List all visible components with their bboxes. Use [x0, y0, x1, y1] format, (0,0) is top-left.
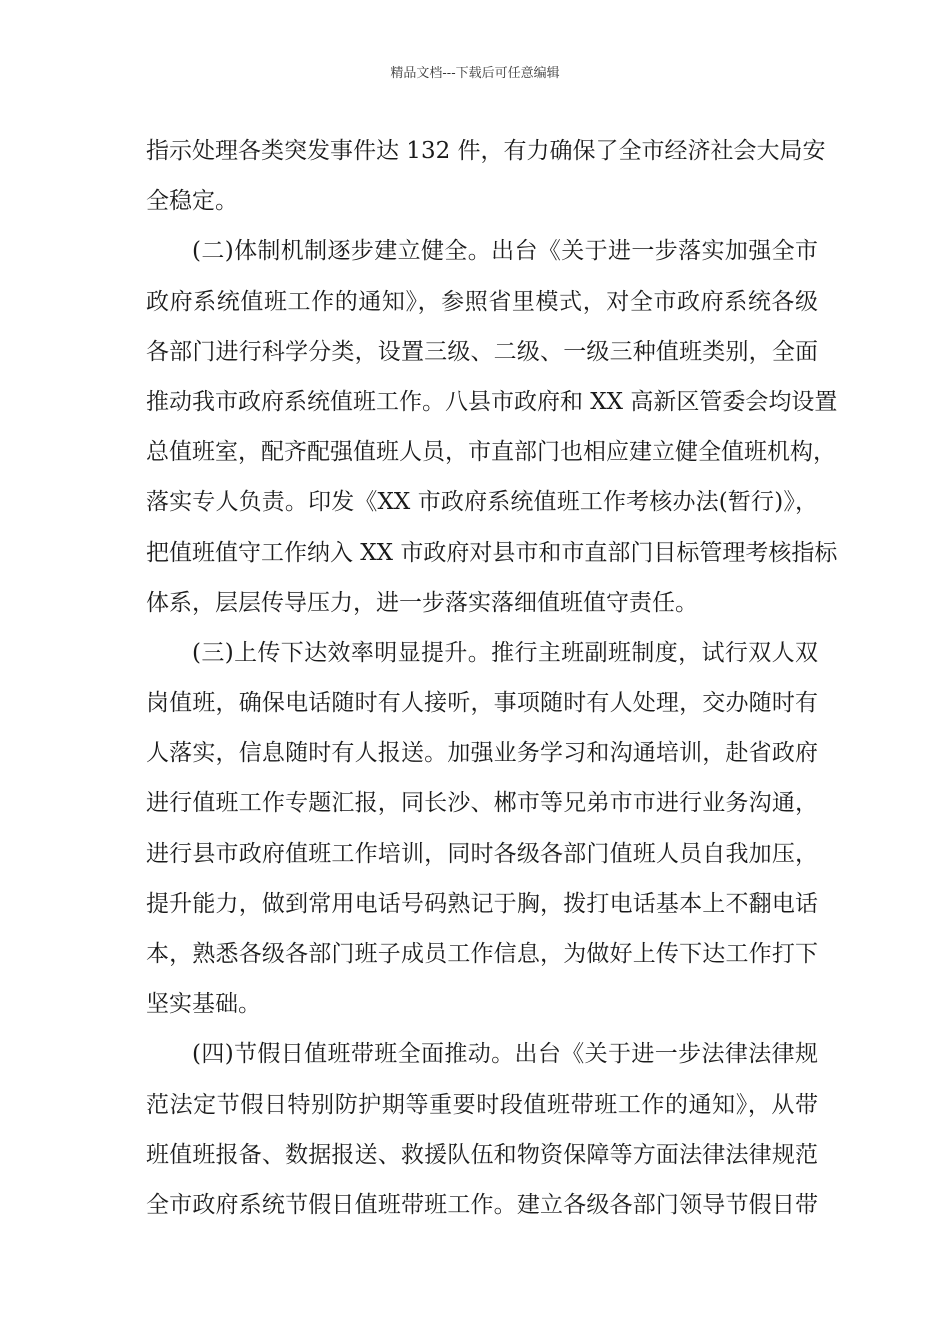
text-line: 落实专人负责。印发《XX 市政府系统值班工作考核办法(暂行)》，	[146, 489, 818, 516]
text-line: 总值班室，配齐配强值班人员，市直部门也相应建立健全值班机构，	[146, 439, 836, 466]
document-body	[146, 126, 838, 1230]
paragraph-first-line: (三)上传下达效率明显提升。推行主班副班制度，试行双人双	[192, 639, 818, 666]
text-line: 岗值班，确保电话随时有人接听，事项随时有人处理，交办随时有	[146, 690, 818, 717]
text-line: 范法定节假日特别防护期等重要时段值班带班工作的通知》，从带	[146, 1091, 818, 1118]
text-line: 推动我市政府系统值班工作。八县市政府和 XX 高新区管委会均设置	[146, 388, 838, 415]
paragraph-first-line: (二)体制机制逐步建立健全。出台《关于进一步落实加强全市	[192, 238, 818, 265]
text-line: 本，熟悉各级各部门班子成员工作信息，为做好上传下达工作打下	[146, 941, 818, 967]
text-line: 进行县市政府值班工作培训，同时各级各部门值班人员自我加压，	[146, 840, 818, 867]
paragraph-first-line: (四)节假日值班带班全面推动。出台《关于进一步法律法律规	[192, 1041, 818, 1068]
page-header: 精品文档---下载后可任意编辑	[390, 66, 560, 81]
text-line: 人落实，信息随时有人报送。加强业务学习和沟通培训，赴省政府	[146, 740, 818, 767]
text-line: 提升能力，做到常用电话号码熟记于胸，拨打电话基本上不翻电话	[146, 890, 818, 917]
text-line: 把值班值守工作纳入 XX 市政府对县市和市直部门目标管理考核指标	[146, 539, 838, 566]
text-line: 坚实基础。	[146, 991, 261, 1018]
text-line: 进行值班工作专题汇报，同长沙、郴市等兄弟市市进行业务沟通，	[146, 790, 818, 817]
text-line: 班值班报备、数据报送、救援队伍和物资保障等方面法律法律规范	[146, 1141, 818, 1168]
text-line: 体系，层层传导压力，进一步落实落细值班值守责任。	[146, 589, 698, 616]
text-line: 全稳定。	[146, 188, 238, 215]
text-line: 指示处理各类突发事件达 132 件，有力确保了全市经济社会大局安	[146, 138, 826, 164]
text-line: 全市政府系统节假日值班带班工作。建立各级各部门领导节假日带	[146, 1191, 818, 1218]
text-line: 各部门进行科学分类，设置三级、二级、一级三种值班类别，全面	[146, 338, 818, 365]
text-line: 政府系统值班工作的通知》，参照省里模式，对全市政府系统各级	[146, 288, 818, 315]
